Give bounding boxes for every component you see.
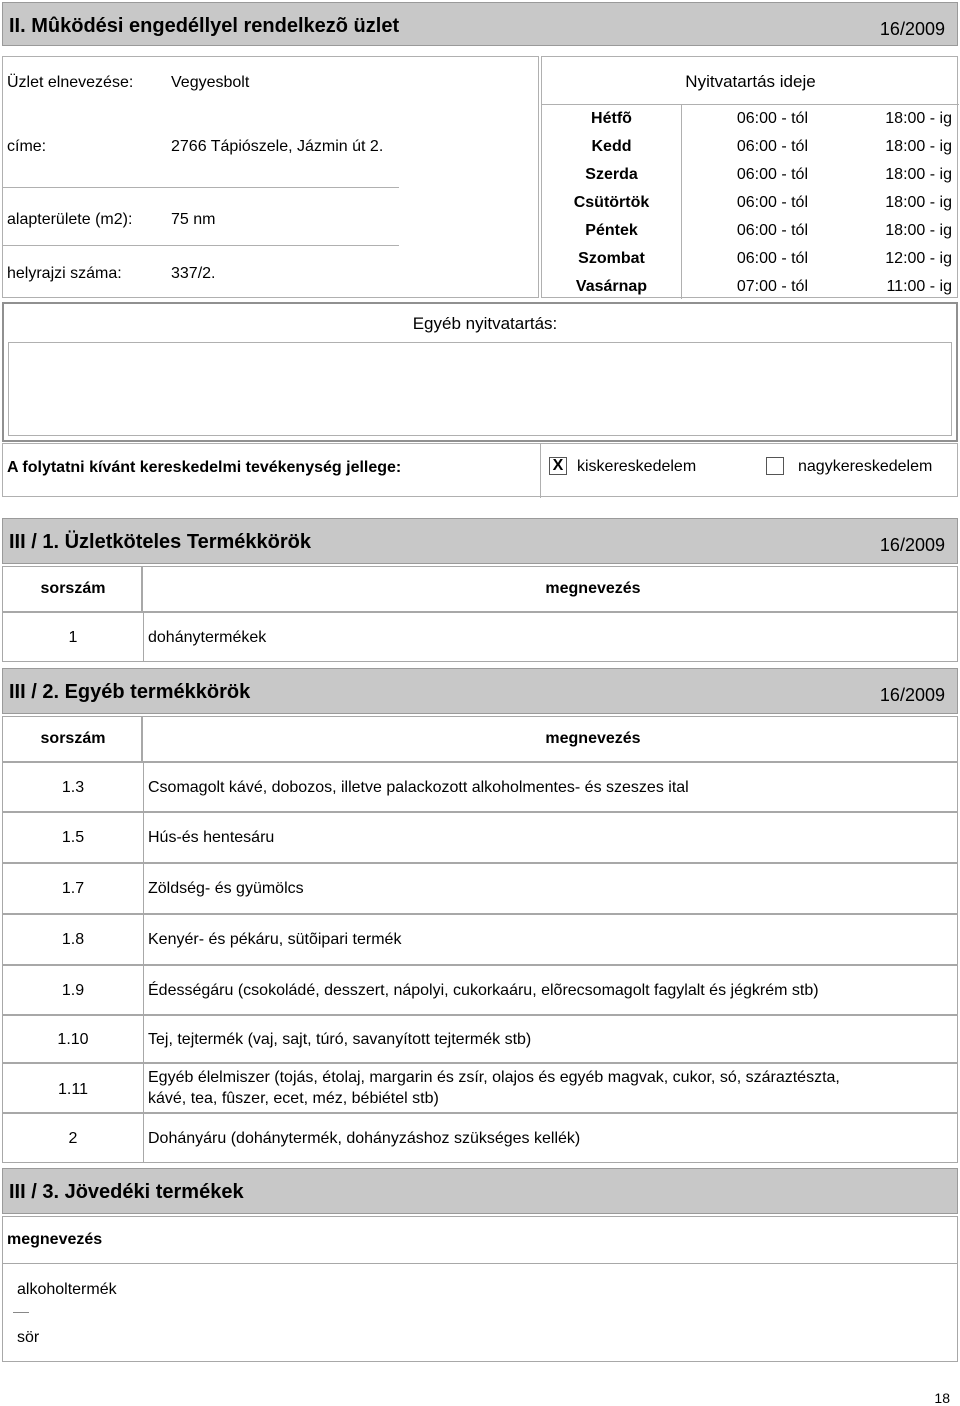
column-header-name <box>142 716 958 762</box>
section-3-3-title: III / 3. Jövedéki termékek <box>9 1181 244 1203</box>
row-name: dohánytermékek <box>148 629 267 646</box>
opening-hours-panel <box>541 56 958 298</box>
shop-name-label: Üzlet elnevezése: <box>7 74 134 91</box>
table-row <box>2 1063 958 1113</box>
excise-list <box>2 1264 958 1362</box>
day-label: Csütörtök <box>573 194 650 211</box>
row-name: Egyéb élelmiszer (tojás, étolaj, margarin és zsír, olajos és egyéb magvak, cukor, só, száraztészta, <box>148 1069 840 1086</box>
row-name-continued: kávé, tea, fûszer, ecet, méz, bébiétel stb) <box>148 1090 439 1107</box>
item-divider <box>13 1312 29 1313</box>
area-label: alapterülete (m2): <box>7 211 133 228</box>
opening-time: 06:00 - tól <box>736 250 808 267</box>
section-3-1-title: III / 1. Üzletköteles Termékkörök <box>9 531 311 553</box>
table-row <box>2 612 958 662</box>
row-number: 1.10 <box>57 1031 89 1048</box>
retail-checkbox[interactable]: X <box>549 457 567 475</box>
row-number: 1 <box>68 629 78 646</box>
day-column-divider <box>681 104 682 299</box>
activity-panel <box>2 443 958 497</box>
row-number: 1.3 <box>61 779 85 796</box>
closing-time: 18:00 - ig <box>885 138 952 155</box>
day-label: Szombat <box>578 250 645 267</box>
row-name: Csomagolt kávé, dobozos, illetve palackozott alkoholmentes- és szeszes ital <box>148 779 689 796</box>
row-name: Kenyér- és pékáru, sütõipari termék <box>148 931 402 948</box>
row-name: Hús-és hentesáru <box>148 829 275 846</box>
col-divider <box>143 763 144 811</box>
row-name: Tej, tejtermék (vaj, sajt, túró, savanyított tejtermék stb) <box>148 1031 532 1048</box>
closing-time: 12:00 - ig <box>885 250 952 267</box>
row-number: 1.7 <box>61 880 85 897</box>
table-row <box>2 812 958 863</box>
area-value: 75 nm <box>171 211 216 228</box>
table-row <box>2 965 958 1015</box>
col-divider <box>143 915 144 964</box>
col-divider <box>143 966 144 1014</box>
address-value: 2766 Tápiószele, Jázmin út 2. <box>171 138 384 155</box>
section-3-2-title: III / 2. Egyéb termékkörök <box>9 681 251 703</box>
closing-time: 18:00 - ig <box>885 110 952 127</box>
day-label: Vasárnap <box>575 278 648 295</box>
table-row <box>2 914 958 965</box>
col-divider <box>143 1016 144 1062</box>
section-2-year: 16/2009 <box>879 19 945 39</box>
section-2-title: II. Mûködési engedéllyel rendelkezõ üzlet <box>9 15 400 37</box>
other-hours-inner <box>8 342 952 436</box>
shop-name-value: Vegyesbolt <box>171 74 250 91</box>
divider <box>3 245 399 246</box>
table-row <box>2 1113 958 1163</box>
row-name: Zöldség- és gyümölcs <box>148 880 304 897</box>
col-divider <box>143 864 144 913</box>
row-number: 2 <box>68 1130 78 1147</box>
col-divider <box>143 1114 144 1162</box>
opening-time: 06:00 - tól <box>736 222 808 239</box>
plot-label: helyrajzi száma: <box>7 265 122 282</box>
day-label: Hétfõ <box>591 110 632 127</box>
day-label: Szerda <box>585 166 638 183</box>
divider <box>540 444 541 498</box>
day-label: Kedd <box>591 138 632 155</box>
address-label: címe: <box>7 138 47 155</box>
shop-info-panel <box>2 56 539 298</box>
opening-time: 06:00 - tól <box>736 166 808 183</box>
row-number: 1.5 <box>61 829 85 846</box>
closing-time: 18:00 - ig <box>885 194 952 211</box>
excise-column-header <box>2 1216 958 1264</box>
closing-time: 18:00 - ig <box>885 166 952 183</box>
list-item: alkoholtermék <box>17 1281 117 1298</box>
list-item: sör <box>17 1329 40 1346</box>
closing-time: 11:00 - ig <box>886 278 952 295</box>
plot-value: 337/2. <box>171 265 216 282</box>
opening-time: 06:00 - tól <box>736 110 808 127</box>
row-number: 1.8 <box>61 931 85 948</box>
wholesale-checkbox[interactable] <box>766 457 784 475</box>
section-3-2-year: 16/2009 <box>879 685 945 705</box>
other-hours-label: Egyéb nyitvatartás: <box>412 314 558 333</box>
activity-label: A folytatni kívánt kereskedelmi tevékenység jellege: <box>7 459 402 476</box>
section-3-3-header <box>2 1168 958 1214</box>
col-divider <box>143 813 144 862</box>
day-label: Péntek <box>585 222 638 239</box>
col-divider <box>143 1064 144 1112</box>
table-row <box>2 863 958 914</box>
opening-hours-title: Nyitvatartás ideje <box>685 72 816 91</box>
row-name: Dohányáru (dohánytermék, dohányzáshoz szükséges kellék) <box>148 1130 581 1147</box>
section-2-header <box>2 2 958 46</box>
row-number: 1.9 <box>61 982 85 999</box>
section-3-1-year: 16/2009 <box>879 535 945 555</box>
other-hours-box <box>2 302 958 442</box>
column-header-number <box>2 716 142 762</box>
section-3-2-header <box>2 668 958 714</box>
col-name-label: megnevezés <box>545 730 641 747</box>
divider <box>542 104 959 105</box>
wholesale-label: nagykereskedelem <box>798 458 933 475</box>
column-header-name <box>142 566 958 612</box>
table-row <box>2 1015 958 1063</box>
section-3-1-header <box>2 518 958 564</box>
opening-time: 07:00 - tól <box>736 278 808 295</box>
row-number: 1.11 <box>58 1081 88 1098</box>
closing-time: 18:00 - ig <box>885 222 952 239</box>
divider <box>3 187 399 188</box>
col-num-label: sorszám <box>40 730 106 747</box>
page-number: 18 <box>934 1390 950 1406</box>
column-header-number <box>2 566 142 612</box>
opening-time: 06:00 - tól <box>736 194 808 211</box>
retail-label: kiskereskedelem <box>577 458 697 475</box>
row-name: Édességáru (csokoládé, desszert, nápolyi, cukorkaáru, elõrecsomagolt fagylalt és jégkrém stb) <box>148 982 819 999</box>
table-row <box>2 762 958 812</box>
col-divider <box>143 613 144 661</box>
col-num-label: sorszám <box>40 580 106 597</box>
excise-col-name-label: megnevezés <box>7 1231 103 1248</box>
col-name-label: megnevezés <box>545 580 641 597</box>
opening-time: 06:00 - tól <box>736 138 808 155</box>
